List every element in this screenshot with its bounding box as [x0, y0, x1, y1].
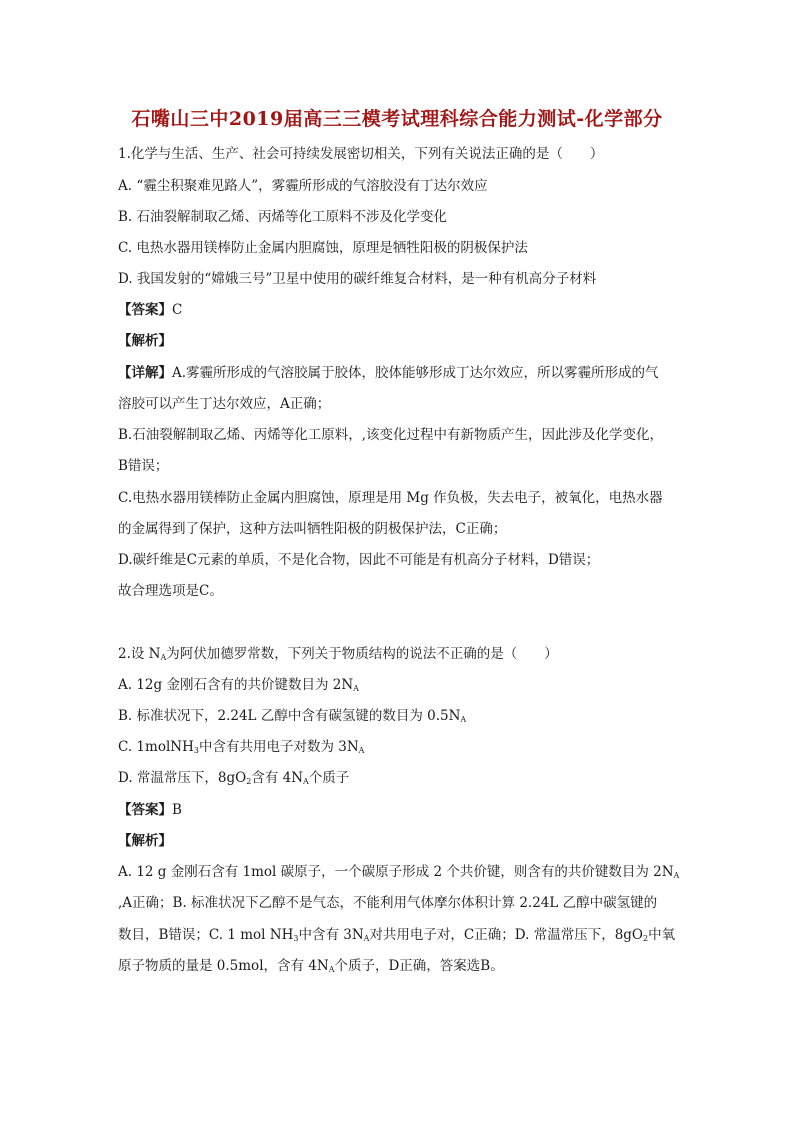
na-subscript: A: [673, 871, 680, 880]
q2-a-text: A. 12g 金刚石含有的共价键数目为 2N: [118, 677, 354, 693]
q2-explanation-line3: [118, 925, 690, 945]
na-subscript: A: [303, 777, 309, 786]
o2-subscript: 2: [643, 934, 649, 943]
nh3-subscript: 3: [193, 746, 199, 755]
q1-stem: 1.化学与生活、生产、社会可持续发展密切相关，下列有关说法正确的是（ ）: [118, 146, 604, 162]
detail-a-line1: A.雾霾所形成的气溶胶属于胶体，胶体能够形成丁达尔效应，所以雾霾所形成的气: [172, 365, 659, 381]
na-subscript: A: [358, 746, 365, 755]
na-subscript: A: [160, 653, 167, 662]
ex3-text: 数目，B错误；C. 1 mol NH: [118, 927, 294, 943]
o2-subscript: 2: [246, 777, 252, 786]
q1-option-a: A. “霾尘积聚难见路人”，雾霾所形成的气溶胶没有丁达尔效应: [118, 178, 488, 194]
q1-detail-a: [118, 363, 690, 383]
q2-stem-post: 为阿伏加德罗常数，下列关于物质结构的说法不正确的是（ ）: [166, 646, 558, 662]
q2-explanation-line4: [118, 956, 690, 976]
q2-c-text: C. 1molNH: [118, 739, 194, 755]
ex4-text: 原子物质的量是 0.5mol，含有 4N: [118, 958, 329, 974]
q2-explanation-line2: ,A正确；B. 标准状况下乙醇不是气态，不能利用气体摩尔体积计算 2.24L 乙醇中碳氢键的: [118, 895, 658, 911]
q2-explanation-line1: [118, 862, 690, 882]
q2-d-text: D. 常温常压下，8gO: [118, 770, 247, 786]
q1-detail-b-cont: B错误；: [118, 458, 169, 474]
q2-option-b: [118, 706, 690, 726]
answer-value: C: [172, 302, 183, 318]
q2-b-text: B. 标准状况下，2.24L 乙醇中含有碳氢键的数目为 0.5N: [118, 708, 461, 724]
q2-d-text-mid: 含有 4N: [251, 770, 304, 786]
q1-analysis-tag: 【解析】: [118, 333, 172, 349]
ex3-text-post: 对共用电子对，C正确；D. 常温常压下，8gO: [369, 927, 643, 943]
detail-tag: 【详解】: [118, 365, 172, 381]
q1-conclusion: 故合理选项是C。: [118, 583, 223, 599]
q2-option-c: [118, 737, 690, 757]
na-subscript: A: [353, 684, 359, 693]
q2-option-d: [118, 768, 690, 788]
q2-d-text-end: 个质子: [308, 770, 350, 786]
q2-c-text-post: 中含有共用电子对数为 3N: [198, 739, 359, 755]
answer-tag: 【答案】: [118, 302, 172, 318]
q2-answer: [118, 800, 690, 820]
na-subscript: A: [460, 715, 467, 724]
q1-detail-d: D.碳纤维是C元素的单质，不是化合物，因此不可能是有机高分子材料，D错误；: [118, 552, 600, 568]
ex4-text-post: 个质子，D正确，答案选B。: [334, 958, 504, 974]
ex3-text-mid: 中含有 3N: [298, 927, 364, 943]
q1-detail-a-cont: 溶胶可以产生丁达尔效应，A正确；: [118, 396, 331, 412]
ex1-text: A. 12 g 金刚石含有 1mol 碳原子，一个碳原子形成 2 个共价键，则含有的共价键数目为 2N: [118, 864, 674, 880]
nh3-subscript: 3: [293, 934, 299, 943]
q2-stem-pre: 2.设 N: [118, 646, 161, 662]
q1-option-d: D. 我国发射的“嫦娥三号”卫星中使用的碳纤维复合材料，是一种有机高分子材料: [118, 271, 597, 287]
q2-option-a: [118, 675, 690, 695]
q1-option-b: B. 石油裂解制取乙烯、丙烯等化工原料不涉及化学变化: [118, 209, 448, 225]
na-subscript: A: [363, 934, 370, 943]
answer-value: B: [172, 802, 182, 818]
page-title: 石嘴山三中2019届高三三模考试理科综合能力测试-化学部分: [131, 108, 663, 130]
na-subscript: A: [328, 965, 335, 974]
ex3-text-end: 中氧: [648, 927, 676, 943]
q1-answer: [118, 300, 690, 320]
q1-option-c: C. 电热水器用镁棒防止金属内胆腐蚀，原理是牺牲阳极的阴极保护法: [118, 240, 528, 256]
q1-detail-b: B.石油裂解制取乙烯、丙烯等化工原料，,该变化过程中有新物质产生，因此涉及化学变化，: [118, 427, 664, 443]
q2-stem: [118, 644, 690, 664]
q2-analysis-tag: 【解析】: [118, 833, 172, 849]
q1-detail-c: C.电热水器用镁棒防止金属内胆腐蚀，原理是用 Mg 作负极，失去电子，被氧化，电热水器: [118, 490, 663, 506]
answer-tag: 【答案】: [118, 802, 172, 818]
q1-detail-c-cont: 的金属得到了保护，这种方法叫牺牲阳极的阴极保护法，C正确；: [118, 521, 507, 537]
